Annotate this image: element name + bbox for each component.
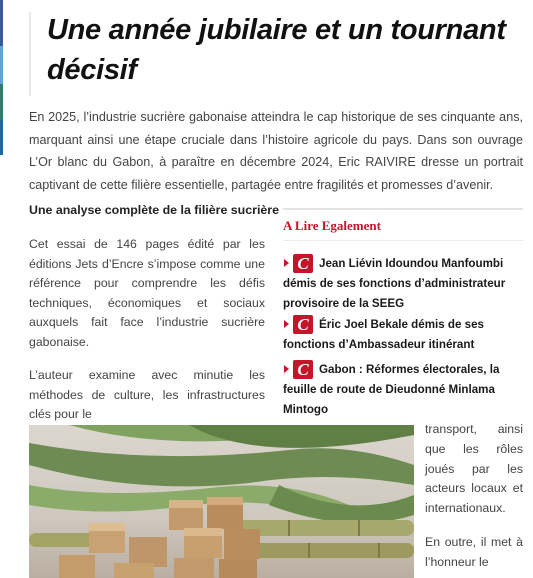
article-intro: En 2025, l’industrie sucrière gabonaise atteindra le cap historique de ses cinquante ans, marquant ainsi une étape cruciale dans l’histoire agricole du pays. Dans son ouvrage L’Or blanc du Gabon, à paraître en décembre 2024, Eric RAIVIRE dresse un portrait captivant de cette filière essentielle, partagée entre fragilités et promesses d’avenir. [29,110,523,193]
related-link-3[interactable] [283,360,523,420]
paragraph-3: En outre, il met à l’honneur le [425,535,523,569]
related-top-divider [283,208,523,210]
related-link-label[interactable]: Jean Liévin Idoundou Manfoumbi démis de ses fonctions d’administrateur provisoire de la SEEG [283,257,506,310]
related-link-1[interactable] [283,254,523,314]
chevron-right-icon [284,259,289,267]
photo-illustration [29,425,414,578]
site-logo-icon: C [293,360,313,379]
related-link-label[interactable]: Gabon : Réformes électorales, la feuille de route de Dieudonné Minlama Mintogo [283,363,500,416]
related-link-label[interactable]: Éric Joel Bekale démis de ses fonctions d’Ambassadeur itinérant [283,318,484,351]
related-link-2[interactable] [283,315,523,355]
paragraph-2: L’auteur examine avec minutie les méthodes de culture, les infrastructures clés pour le [29,368,265,422]
whatsapp-share-button[interactable] [0,84,3,120]
related-title-divider [283,240,523,241]
paragraph-1: Cet essai de 146 pages édité par les éditions Jets d’Encre s’impose comme une référence pour comprendre les défis techniques, économiques et sociaux auxquels fait face l’industrie sucrière gabonaise. [29,237,265,349]
article-title: Une année jubilaire et un tournant décisif [47,14,506,86]
chevron-right-icon [284,320,289,328]
chevron-right-icon [284,365,289,373]
paragraph-2-continued: transport, ainsi que les rôles joués par les acteurs locaux et internationaux. [425,422,523,516]
facebook-share-button[interactable] [0,0,3,46]
site-logo-icon: C [293,254,313,273]
title-left-rule [29,12,31,96]
share-bar [0,0,3,155]
section-heading: Une analyse complète de la filière sucrière [29,203,279,217]
related-title: A Lire Egalement [283,218,381,233]
twitter-share-button[interactable] [0,46,3,84]
site-logo-icon: C [293,315,313,334]
linkedin-share-button[interactable] [0,120,3,155]
sugar-cane-photo [29,425,414,578]
